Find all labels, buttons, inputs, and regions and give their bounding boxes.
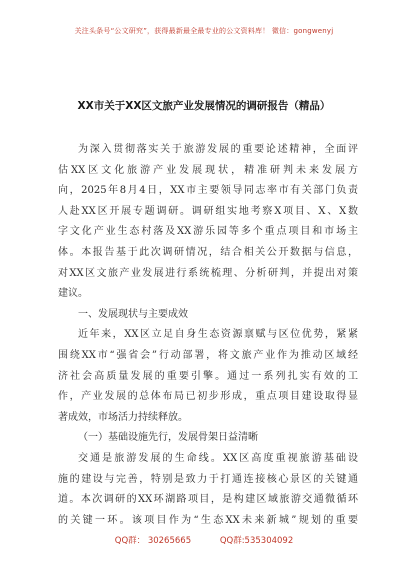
footer-contact <box>0 534 408 546</box>
body-line: 建议。 <box>58 288 88 300</box>
header-banner: 关注头条号“公文研究”，获得最新最全最专业的公文资料库！ 微信：gongwenyj <box>74 27 334 35</box>
body-line: 字文化产业生态村落及XX游乐园等多个重点项目和市场主 <box>58 226 358 238</box>
body-line: 估XX区文化旅游产业发展现状，精准研判未来发展方 <box>58 164 358 176</box>
body-line: （一）基础设施先行，发展骨架日益清晰 <box>78 432 258 444</box>
body-line: 交通是旅游发展的生命线。XX区高度重视旅游基础设 <box>78 452 358 464</box>
body-line: 向，2025年8月4日，XX市主要领导同志率市有关部门负责 <box>58 185 358 197</box>
body-line: 围绕XX市“强省会”行动部署，将文旅产业作为推动区域经 <box>58 349 358 361</box>
body-line: 近年来，XX区立足自身生态资源禀赋与区位优势，紧紧 <box>78 329 358 341</box>
body-line: 对XX区文旅产业发展进行系统梳理、分析研判，并提出对策 <box>58 267 358 279</box>
body-line: 施的建设与完善，特别是致力于打通连接核心景区的关键通 <box>58 473 358 485</box>
body-line: 作，产业发展的总体布局已初步形成，重点项目建设取得显 <box>58 391 358 403</box>
body-line: 著成效，市场活力持续释放。 <box>58 411 188 423</box>
document-title: XX市关于XX区文旅产业发展情况的调研报告（精品） <box>77 100 331 112</box>
body-line: 的关键一环。该项目作为“生态XX未来新城”规划的重要 <box>58 514 358 526</box>
qq-group-2: QQ群:535304092 <box>219 536 294 546</box>
body-line: 道。本次调研的XX环湖路项目，是构建区域旅游交通微循环 <box>58 494 358 506</box>
qq-group-1: QQ群： 30265665 <box>114 536 192 546</box>
body-line: 一、发展现状与主要成效 <box>78 308 188 320</box>
body-line: 人赴XX区开展专题调研。调研组实地考察X项目、X、X数 <box>58 205 358 217</box>
body-line: 体。本报告基于此次调研情况，结合相关公开数据与信息， <box>58 246 358 258</box>
body-line: 为深入贯彻落实关于旅游发展的重要论述精神，全面评 <box>78 144 358 155</box>
document-body <box>58 140 358 531</box>
body-line: 济社会高质量发展的重要引擎。通过一系列扎实有效的工 <box>58 370 358 382</box>
